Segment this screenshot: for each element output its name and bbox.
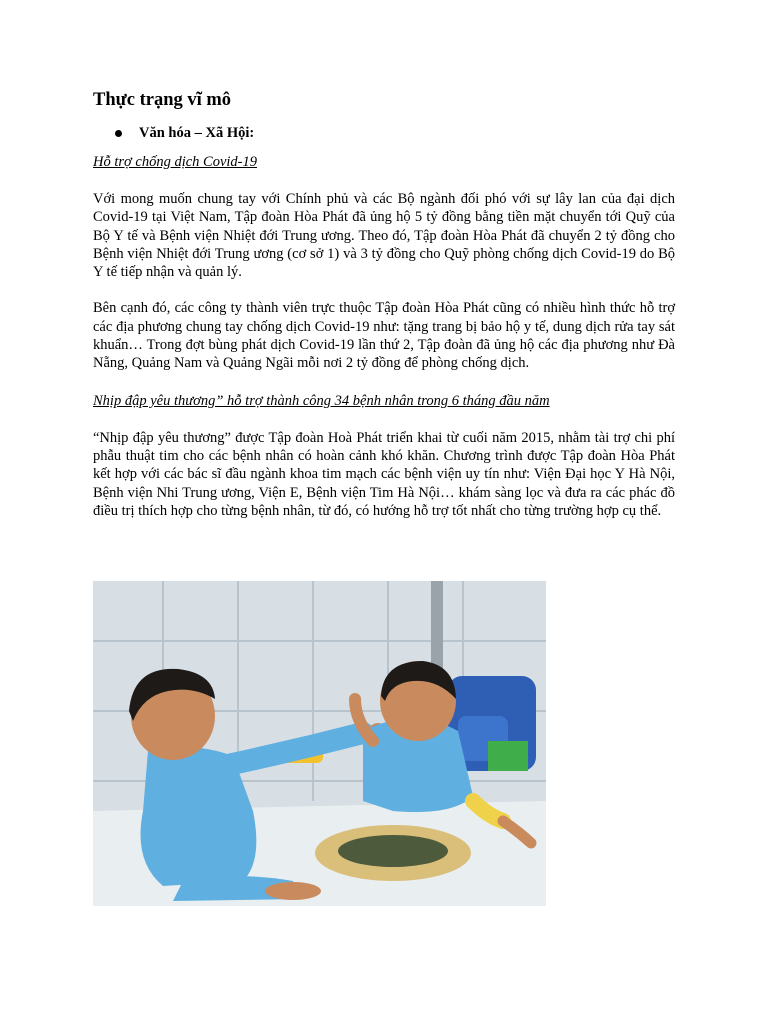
section-subheading-covid: Hỗ trợ chống dịch Covid-19 xyxy=(93,154,257,170)
bullet-icon xyxy=(115,130,122,137)
bullet-label: Văn hóa – Xã Hội: xyxy=(139,125,255,141)
paragraph: “Nhịp đập yêu thương” được Tập đoàn Hoà Phát triển khai từ cuối năm 2015, nhằm tài trợ chi phí phẫu thuật tim cho các bệnh nhân có hoàn cảnh khó khăn. Chương trình được Tập đoàn Hòa Phát kết hợp với các bác sĩ đầu ngành khoa tim mạch các bệnh viện uy tín như: Viện Đại học Y Hà Nội, Bệnh viện Nhi Trung ương, Viện E, Bệnh viện Tim Hà Nội… khám sàng lọc và đưa ra các phác đồ điều trị thích hợp cho từng bệnh nhân, từ đó, có hướng hỗ trợ tốt nhất cho từng trường hợp cụ thể. xyxy=(93,429,675,519)
section-subheading-heartbeat: Nhịp đập yêu thương” hỗ trợ thành công 34 bệnh nhân trong 6 tháng đầu năm xyxy=(93,392,550,409)
page-title: Thực trạng vĩ mô xyxy=(93,90,232,110)
document-body xyxy=(93,88,675,535)
paragraph: Với mong muốn chung tay với Chính phủ và các Bộ ngành đối phó với sự lây lan của đại dịch Covid-19 tại Việt Nam, Tập đoàn Hòa Phát đã ủng hộ 5 tỷ đồng bằng tiền mặt chuyển tới Quỹ của Bộ Y tế và Bệnh viện Nhiệt đới Trung ương. Theo đó, Tập đoàn Hòa Phát đã chuyển 2 tỷ đồng cho Bệnh viện Nhiệt đới Trung ương (cơ sở 1) và 3 tỷ đồng cho Quỹ phòng chống dịch Covid-19 do Bộ Y tế tiếp nhận và quản lý. xyxy=(93,191,675,281)
photo-children-hospital xyxy=(93,581,546,906)
paragraph: Bên cạnh đó, các công ty thành viên trực thuộc Tập đoàn Hòa Phát cũng có nhiều hình thức hỗ trợ các địa phương chung tay chống dịch Covid-19 như: tặng trang bị bảo hộ y tế, dung dịch rửa tay sát khuẩn… Trong đợt bùng phát dịch Covid-19 lần thứ 2, Tập đoàn đã ủng hộ các địa phương như Đà Nẵng, Quảng Nam và Quảng Ngãi mỗi nơi 2 tỷ đồng để phòng chống dịch. xyxy=(93,300,675,372)
bullet-item xyxy=(93,122,675,144)
